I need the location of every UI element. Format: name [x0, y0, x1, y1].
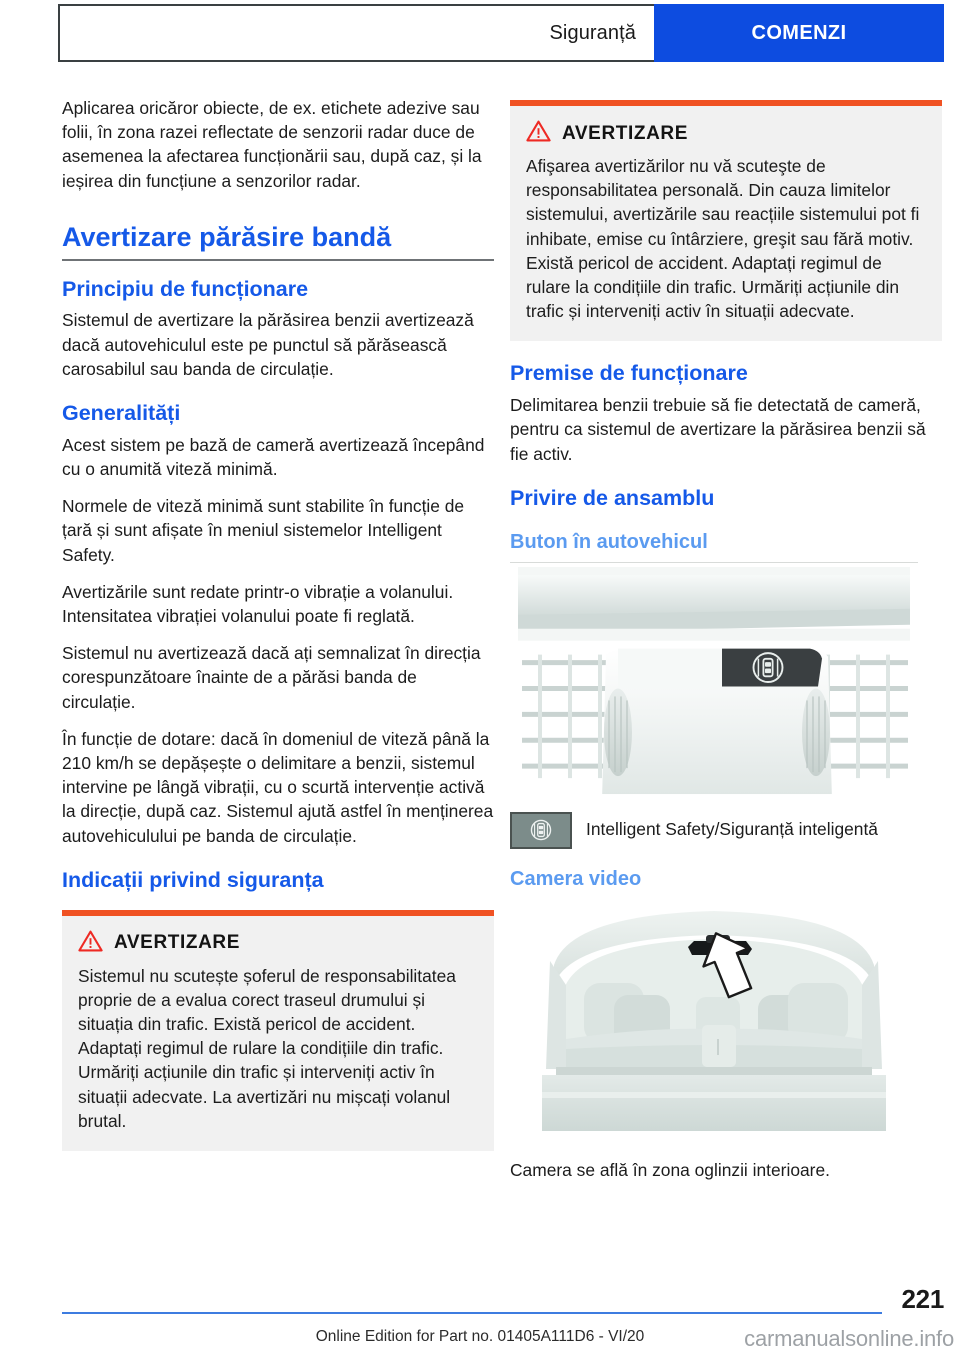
paragraph-generalitati-5: În funcție de dotare: dacă în domeniul de viteză până la 210 km/h se depășește o delimitare a benzii, sistemul intervine pe lângă vibrații, cu o scurtă intervenție activă la direcție, după caz. Sistemul ajută astfel în menținerea autovehiculului pe banda de circulație.: [62, 728, 494, 846]
warning-header: [526, 120, 926, 147]
intro-paragraph: Aplicarea oricăror obiecte, de ex. etichete adezive sau folii, în zona razei reflectate de senzorii radar duce de asemenea la afectarea funcționării sau, după caz, și la ieșirea din funcțiune a senzorilor radar.: [62, 98, 482, 191]
heading-premise: Premise de funcționare: [510, 361, 748, 386]
paragraph-premise: Delimitarea benzii trebuie să fie detectată de cameră, pentru ca sistemul de avertizare la părăsirea benzii să fie activ.: [510, 395, 926, 464]
page-number: 221: [901, 1284, 944, 1314]
heading-privire-ansamblu: Privire de ansamblu: [510, 485, 715, 510]
figure-camera-video: [510, 899, 942, 1182]
heading-generalitati: Generalități: [62, 400, 181, 425]
intelligent-safety-button-icon: [510, 812, 572, 849]
figure-buton-autovehicul: [510, 562, 942, 849]
windshield-camera-illustration: [510, 899, 918, 1147]
legend-label-intelligent-safety: Intelligent Safety/Siguranță inteligentă: [586, 818, 878, 839]
warning-box-right: [510, 100, 942, 341]
warning-triangle-icon: [526, 120, 551, 147]
paragraph-principiu: Sistemul de avertizare la părăsirea benzii avertizează dacă autovehiculul este pe punctul să părăsească carosabilul sau banda de circulație.: [62, 310, 474, 379]
left-column: [62, 96, 494, 1151]
paragraph-generalitati-2: Normele de viteză minimă sunt stabilite în funcție de țară și sunt afișate în meniul sistemelor Intelligent Safety.: [62, 496, 465, 565]
footer-edition-text: Online Edition for Part no. 01405A111D6 - VI/20: [315, 1328, 645, 1345]
header-tab-comenzi[interactable]: [654, 4, 944, 62]
dashboard-button-illustration: [510, 562, 918, 800]
header-tab-siguranta[interactable]: [58, 4, 654, 62]
warning-text-right: Afişarea avertizărilor nu vă scuteşte de responsabilitatea personală. Din cauza limitelor sistemului, avertizările sau reacțiile sistemului pot fi inhibate, emise cu întârziere, greşit sau fără motiv. Există pericol de accident. Adaptați regimul de rulare la condițiile din trafic. Urmăriți acțiunile din trafic și interveniți activ în situații adecvate.: [526, 156, 920, 322]
right-column: [510, 96, 942, 1182]
heading-indicatii-siguranta: Indicații privind siguranța: [62, 867, 324, 892]
warning-header: [78, 930, 478, 957]
warning-box-left: [62, 910, 494, 1151]
figure-legend-row: [510, 812, 942, 849]
header-left-label: Siguranță: [549, 21, 636, 44]
warning-label-right: AVERTIZARE: [562, 122, 688, 144]
header-right-label: COMENZI: [751, 21, 847, 44]
paragraph-generalitati-4: Sistemul nu avertizează dacă ați semnalizat în direcția corespunzătoare înainte de a părăsi banda de circulație.: [62, 643, 481, 712]
section-title: Avertizare părăsire bandă: [62, 223, 494, 261]
page-header: [58, 4, 944, 62]
footer-divider: [62, 1312, 882, 1314]
warning-text-left: Sistemul nu scutește șoferul de responsabilitatea proprie de a evalua corect traseul drumului și situația din trafic. Există pericol de accident. Adaptați regimul de rulare la condițiile din trafic. Urmăriți acțiunile din trafic și interveniți activ în situații adecvate. La avertizări nu mișcați volanul brutal.: [78, 965, 456, 1131]
caption-camera-video: Camera se află în zona oglinzii interioare.: [510, 1159, 830, 1180]
watermark-text: carmanualsonline.info: [744, 1326, 954, 1351]
subheading-camera-video: Camera video: [510, 867, 642, 890]
paragraph-generalitati-1: Acest sistem pe bază de cameră avertizează începând cu o anumită viteză minimă.: [62, 434, 485, 479]
subheading-buton-autovehicul: Buton în autovehicul: [510, 530, 708, 553]
heading-principiu: Principiu de funcționare: [62, 276, 309, 301]
paragraph-generalitati-3: Avertizările sunt redate printr-o vibrație a volanului. Intensitatea vibrației volanului poate fi reglată.: [62, 581, 454, 626]
warning-label-left: AVERTIZARE: [114, 932, 240, 954]
warning-triangle-icon: [78, 930, 103, 957]
